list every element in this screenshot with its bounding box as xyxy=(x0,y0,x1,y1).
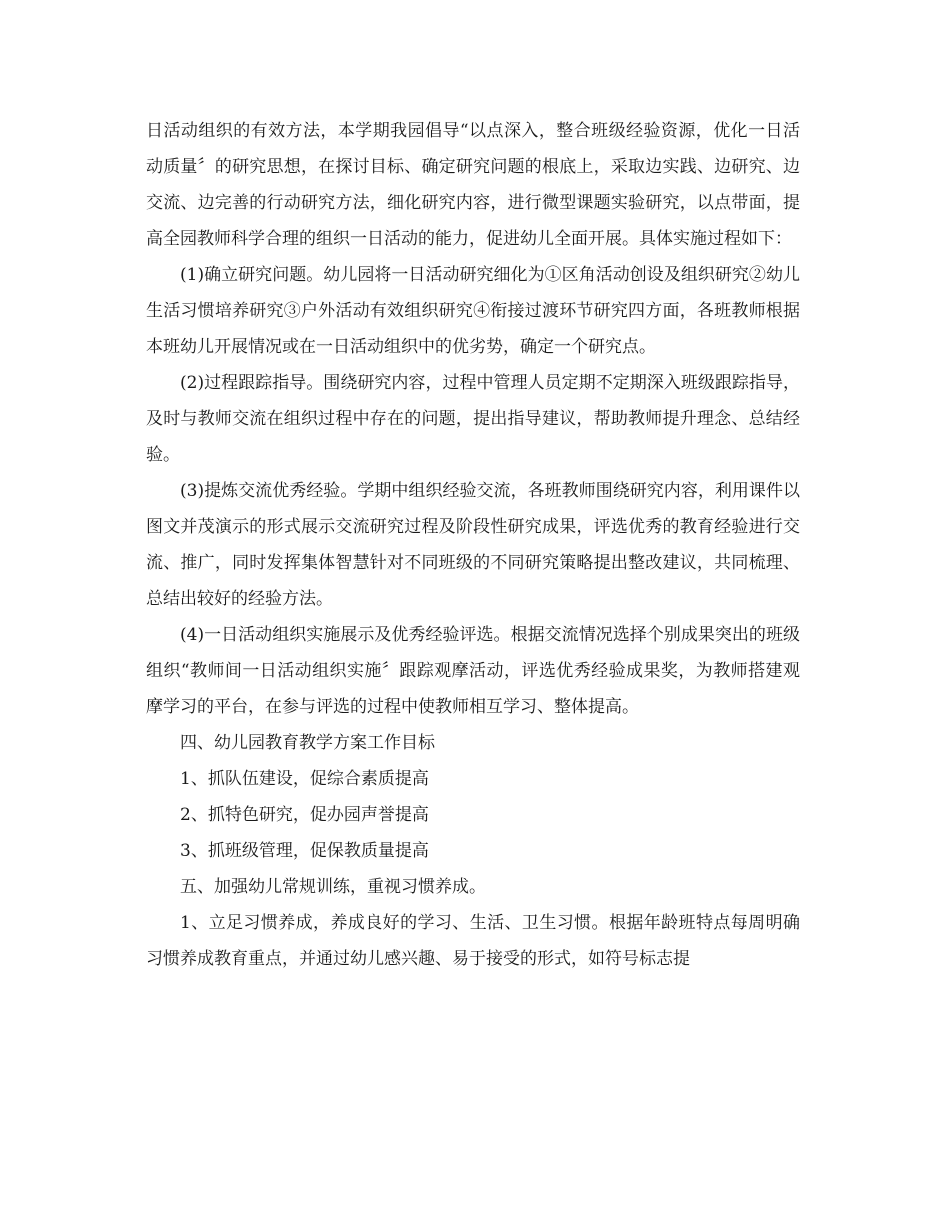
paragraph-continuation: 日活动组织的有效方法，本学期我园倡导“以点深入，整合班级经验资源，优化一日活动质量〞的研究思想，在探讨目标、确定研究问题的根底上，采取边实践、边研究、边交流、边完善的行动研究方法，细化研究内容，进行微型课题实验研究，以点带面，提高全园教师科学合理的组织一日活动的能力，促进幼儿全面开展。具体实施过程如下： xyxy=(146,121,800,249)
goal-item-3: 3、抓班级管理，促保教质量提高 xyxy=(180,841,429,861)
section-heading-five: 五、加强幼儿常规训练，重视习惯养成。 xyxy=(180,877,486,897)
paragraph-item-1: (1)确立研究问题。幼儿园将一日活动研究细化为①区角活动创设及组织研究②幼儿生活习惯培养研究③户外活动有效组织研究④衔接过渡环节研究四方面，各班教师根据本班幼儿开展情况或在一日活动组织中的优劣势，确定一个研究点。 xyxy=(146,265,800,357)
paragraph-item-4: (4)一日活动组织实施展示及优秀经验评选。根据交流情况选择个别成果突出的班级组织“教师间一日活动组织实施〞跟踪观摩活动，评选优秀经验成果奖，为教师搭建观摩学习的平台，在参与评选的过程中使教师相互学习、整体提高。 xyxy=(146,625,800,717)
goal-item-1: 1、抓队伍建设，促综合素质提高 xyxy=(180,769,429,789)
paragraph-item-3: (3)提炼交流优秀经验。学期中组织经验交流，各班教师围绕研究内容，利用课件以图文并茂演示的形式展示交流研究过程及阶段性研究成果，评选优秀的教育经验进行交流、推广，同时发挥集体智慧针对不同班级的不同研究策略提出整改建议，共同梳理、总结出较好的经验方法。 xyxy=(146,481,800,609)
goal-item-2: 2、抓特色研究，促办园声誉提高 xyxy=(180,805,429,825)
section-heading-four: 四、幼儿园教育教学方案工作目标 xyxy=(180,733,435,753)
habit-item-1: 1、立足习惯养成，养成良好的学习、生活、卫生习惯。根据年龄班特点每周明确习惯养成教育重点，并通过幼儿感兴趣、易于接受的形式，如符号标志提 xyxy=(146,913,800,969)
paragraph-item-2: (2)过程跟踪指导。围绕研究内容，过程中管理人员定期不定期深入班级跟踪指导，及时与教师交流在组织过程中存在的问题，提出指导建议，帮助教师提升理念、总结经验。 xyxy=(146,373,800,465)
document-body xyxy=(146,113,800,977)
